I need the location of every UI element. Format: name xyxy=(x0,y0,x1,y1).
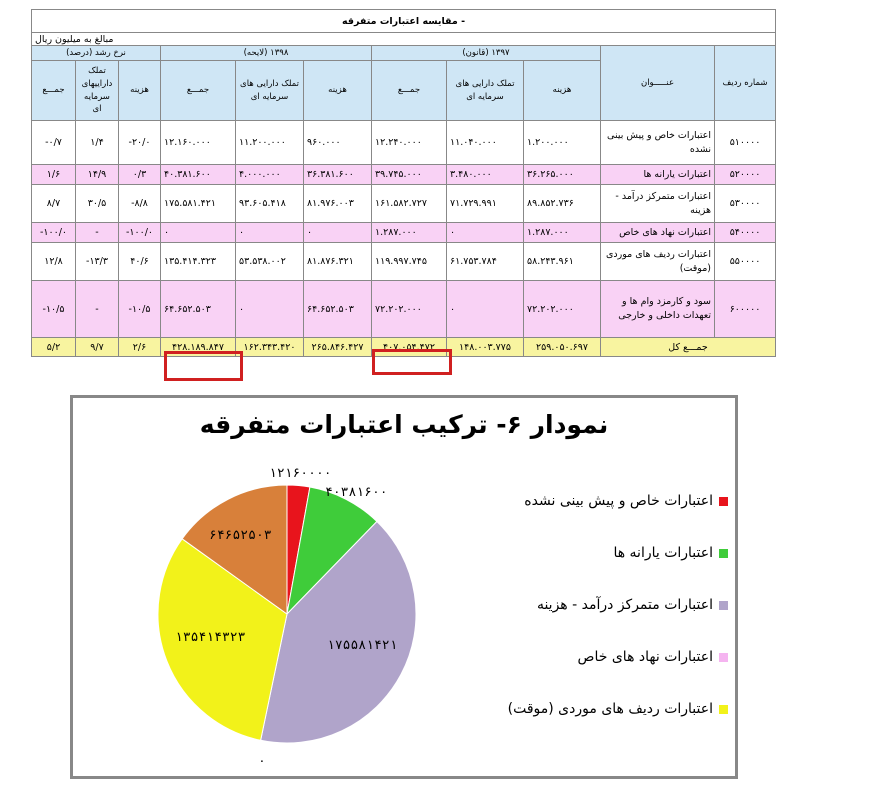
legend-item xyxy=(503,597,728,613)
highlight-box-1398-total xyxy=(164,351,243,381)
cell-title: اعتبارات ردیف های موردی (موقت) xyxy=(601,243,715,281)
cell-row-no: ۵۵۰۰۰۰ xyxy=(715,243,776,281)
legend-item xyxy=(503,493,728,509)
legend-label: اعتبارات خاص و پیش بینی نشده xyxy=(524,493,713,509)
header-growth-assets: تملک داراییهای سرمایه ای xyxy=(76,61,119,121)
cell-1398-expense: ۸۱.۸۷۶.۳۲۱ xyxy=(304,243,372,281)
cell-1397-total: ۱۲.۲۴۰.۰۰۰ xyxy=(372,121,447,165)
table-title: - مقایسه اعتبارات متفرقه xyxy=(32,10,776,33)
legend-item xyxy=(503,545,728,561)
header-growth: نرخ رشد (درصد) xyxy=(32,46,161,61)
cell-1397-expense: ۷۲.۲۰۲.۰۰۰ xyxy=(524,281,601,338)
comparison-table xyxy=(31,9,776,357)
cell-1397-expense: ۱.۲۰۰.۰۰۰ xyxy=(524,121,601,165)
total-1398-assets: ۱۶۲.۳۴۳.۴۲۰ xyxy=(236,338,304,357)
table-row xyxy=(32,165,776,185)
cell-1397-assets: ۱۱.۰۴۰.۰۰۰ xyxy=(447,121,524,165)
header-growth-expense: هزینه xyxy=(119,61,161,121)
cell-growth-total: ۱۲/۸ xyxy=(32,243,76,281)
legend-swatch xyxy=(719,653,728,662)
cell-1397-assets: ۳.۴۸۰.۰۰۰ xyxy=(447,165,524,185)
cell-1398-assets: ۵۳.۵۳۸.۰۰۲ xyxy=(236,243,304,281)
header-1398-assets: تملک دارایی های سرمایه ای xyxy=(236,61,304,121)
cell-growth-assets: - xyxy=(76,223,119,243)
cell-growth-expense: -۱۰۰/۰ xyxy=(119,223,161,243)
highlight-box-1397-total xyxy=(372,349,452,375)
cell-1398-expense: ۰ xyxy=(304,223,372,243)
cell-row-no: ۵۳۰۰۰۰ xyxy=(715,185,776,223)
header-title: عنـــــوان xyxy=(601,46,715,121)
cell-growth-assets: ۱۴/۹ xyxy=(76,165,119,185)
header-1397-assets: تملک دارایی های سرمایه ای xyxy=(447,61,524,121)
unit-note: مبالغ به میلیون ریال xyxy=(32,33,776,46)
total-1397-assets: ۱۴۸.۰۰۳.۷۷۵ xyxy=(447,338,524,357)
header-1398: ۱۳۹۸ (لایحه) xyxy=(161,46,372,61)
table-row xyxy=(32,281,776,338)
total-growth-expense: ۲/۶ xyxy=(119,338,161,357)
cell-1397-assets: ۰ xyxy=(447,223,524,243)
cell-1398-total: ۰ xyxy=(161,223,236,243)
cell-1398-assets: ۰ xyxy=(236,281,304,338)
cell-title: اعتبارات نهاد های خاص xyxy=(601,223,715,243)
header-1397-total: جمـــع xyxy=(372,61,447,121)
pie-value-label: ۱۷۵۵۸۱۴۲۱ xyxy=(327,638,398,653)
cell-row-no: ۵۱۰۰۰۰ xyxy=(715,121,776,165)
chart-title: نمودار ۶- ترکیب اعتبارات متفرقه xyxy=(199,410,609,439)
cell-1397-expense: ۱.۲۸۷.۰۰۰ xyxy=(524,223,601,243)
table-row xyxy=(32,185,776,223)
cell-1397-expense: ۸۹.۸۵۲.۷۳۶ xyxy=(524,185,601,223)
cell-growth-total: ۸/۷ xyxy=(32,185,76,223)
cell-1397-assets: ۷۱.۷۲۹.۹۹۱ xyxy=(447,185,524,223)
cell-1397-assets: ۰ xyxy=(447,281,524,338)
cell-1397-expense: ۳۶.۲۶۵.۰۰۰ xyxy=(524,165,601,185)
cell-growth-total: -۱۰/۵ xyxy=(32,281,76,338)
cell-growth-total: ۱/۶ xyxy=(32,165,76,185)
pie-value-label: ۶۴۶۵۲۵۰۳ xyxy=(209,528,272,543)
legend-label: اعتبارات ردیف های موردی (موقت) xyxy=(507,701,713,717)
cell-growth-expense: ۰/۳ xyxy=(119,165,161,185)
cell-title: اعتبارات یارانه ها xyxy=(601,165,715,185)
cell-1398-assets: ۰ xyxy=(236,223,304,243)
legend-label: اعتبارات متمرکز درآمد - هزینه xyxy=(536,597,713,613)
legend-swatch xyxy=(719,705,728,714)
header-growth-total: جمـــع xyxy=(32,61,76,121)
table-row xyxy=(32,121,776,165)
cell-growth-expense: -۱۰/۵ xyxy=(119,281,161,338)
cell-growth-total: -۰/۷ xyxy=(32,121,76,165)
cell-growth-assets: - xyxy=(76,281,119,338)
legend-swatch xyxy=(719,549,728,558)
cell-row-no: ۵۲۰۰۰۰ xyxy=(715,165,776,185)
table-row xyxy=(32,243,776,281)
total-1398-total: ۴۲۸.۱۸۹.۸۴۷ xyxy=(161,338,236,357)
comparison-table-wrapper xyxy=(31,9,775,357)
cell-1397-total: ۷۲.۲۰۲.۰۰۰ xyxy=(372,281,447,338)
cell-1398-assets: ۱۱.۲۰۰.۰۰۰ xyxy=(236,121,304,165)
cell-1398-total: ۴۰.۳۸۱.۶۰۰ xyxy=(161,165,236,185)
cell-1398-total: ۶۴.۶۵۲.۵۰۳ xyxy=(161,281,236,338)
cell-1397-expense: ۵۸.۲۴۳.۹۶۱ xyxy=(524,243,601,281)
cell-1398-expense: ۸۱.۹۷۶.۰۰۳ xyxy=(304,185,372,223)
cell-1398-expense: ۹۶۰.۰۰۰ xyxy=(304,121,372,165)
cell-title: سود و کارمزد وام ها و تعهدات داخلی و خارجی xyxy=(601,281,715,338)
total-growth-assets: ۹/۷ xyxy=(76,338,119,357)
cell-1397-total: ۱۶۱.۵۸۲.۷۲۷ xyxy=(372,185,447,223)
total-1398-expense: ۲۶۵.۸۴۶.۴۲۷ xyxy=(304,338,372,357)
cell-1397-assets: ۶۱.۷۵۳.۷۸۴ xyxy=(447,243,524,281)
cell-growth-expense: -۲۰/۰ xyxy=(119,121,161,165)
cell-growth-total: -۱۰۰/۰ xyxy=(32,223,76,243)
legend-label: اعتبارات نهاد های خاص xyxy=(577,649,713,665)
table-row xyxy=(32,223,776,243)
header-row-no: شماره ردیف xyxy=(715,46,776,121)
cell-1397-total: ۱۱۹.۹۹۷.۷۴۵ xyxy=(372,243,447,281)
header-1398-total: جمـــع xyxy=(161,61,236,121)
cell-1398-assets: ۴.۰۰۰.۰۰۰ xyxy=(236,165,304,185)
legend-label: اعتبارات یارانه ها xyxy=(613,545,713,561)
cell-growth-expense: ۴۰/۶ xyxy=(119,243,161,281)
cell-1398-assets: ۹۳.۶۰۵.۴۱۸ xyxy=(236,185,304,223)
cell-title: اعتبارات متمرکز درآمد - هزینه xyxy=(601,185,715,223)
cell-growth-assets: -۱۳/۳ xyxy=(76,243,119,281)
pie-value-label: ۱۲۱۶۰۰۰۰ xyxy=(269,466,332,481)
cell-growth-expense: -۸/۸ xyxy=(119,185,161,223)
pie-chart xyxy=(73,398,735,776)
cell-1398-total: ۱۲.۱۶۰.۰۰۰ xyxy=(161,121,236,165)
cell-1398-expense: ۳۶.۳۸۱.۶۰۰ xyxy=(304,165,372,185)
cell-1398-total: ۱۳۵.۴۱۴.۳۲۳ xyxy=(161,243,236,281)
cell-1397-total: ۳۹.۷۴۵.۰۰۰ xyxy=(372,165,447,185)
total-title: جمـــع کل xyxy=(601,338,776,357)
cell-row-no: ۵۴۰۰۰۰ xyxy=(715,223,776,243)
legend-item xyxy=(503,649,728,665)
cell-1397-total: ۱.۲۸۷.۰۰۰ xyxy=(372,223,447,243)
header-1397: ۱۳۹۷ (قانون) xyxy=(372,46,601,61)
total-growth-total: ۵/۲ xyxy=(32,338,76,357)
cell-title: اعتبارات خاص و پیش بینی نشده xyxy=(601,121,715,165)
legend-swatch xyxy=(719,497,728,506)
cell-1398-expense: ۶۴.۶۵۲.۵۰۳ xyxy=(304,281,372,338)
total-1397-total: ۴۰۷.۰۵۴.۴۷۲ xyxy=(372,338,447,357)
legend-item xyxy=(503,701,728,717)
cell-growth-assets: ۱/۴ xyxy=(76,121,119,165)
header-1397-expense: هزینه xyxy=(524,61,601,121)
cell-1398-total: ۱۷۵.۵۸۱.۴۲۱ xyxy=(161,185,236,223)
total-1397-expense: ۲۵۹.۰۵۰.۶۹۷ xyxy=(524,338,601,357)
pie-chart-frame xyxy=(70,395,738,779)
pie-value-label: ۱۳۵۴۱۴۳۲۳ xyxy=(175,630,246,645)
legend-swatch xyxy=(719,601,728,610)
pie-value-label: ۰ xyxy=(258,754,266,769)
cell-growth-assets: ۳۰/۵ xyxy=(76,185,119,223)
header-1398-expense: هزینه xyxy=(304,61,372,121)
cell-row-no: ۶۰۰۰۰۰ xyxy=(715,281,776,338)
pie-value-label: ۴۰۳۸۱۶۰۰ xyxy=(325,485,388,500)
